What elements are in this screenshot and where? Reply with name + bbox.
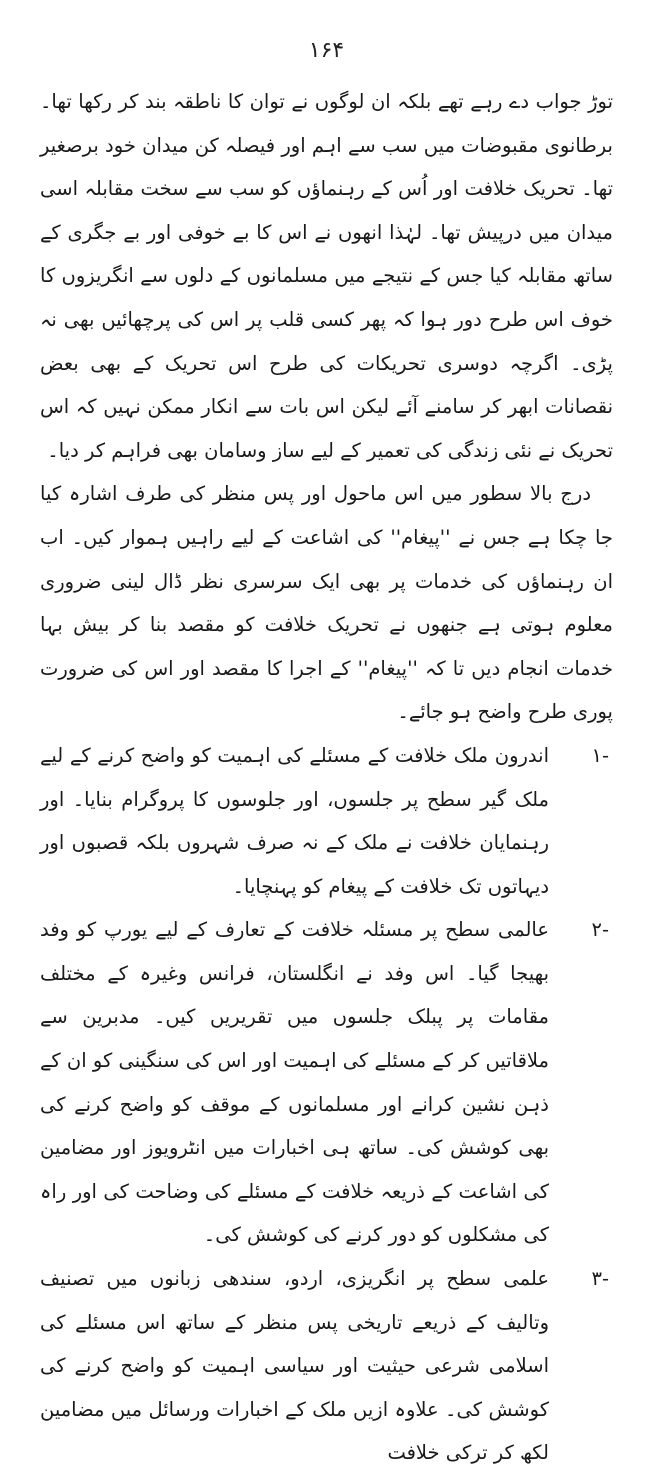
list-item (40, 1257, 613, 1475)
numbered-list (40, 734, 613, 1475)
list-item (40, 734, 613, 908)
list-item-text: علمی سطح پر انگریزی، اردو، سندھی زبانوں میں تصنیف وتالیف کے ذریعے تاریخی پس منظر کے ساتھ اس مسئلے کی اسلامی شرعی حیثیت اور سیاسی اہمیت کو واضح کرنے کی کوشش کی۔ علاوہ ازیں ملک کے اخبارات ورسائل میں مضامین لکھ کر ترکی خلافت (40, 1267, 549, 1465)
paragraph: درج بالا سطور میں اس ماحول اور پس منظر کی طرف اشارہ کیا جا چکا ہے جس نے ''پیغام'' کی اشاعت کے لیے راہیں ہموار کیں۔ اب ان رہنماؤں کی خدمات پر بھی ایک سرسری نظر ڈال لینی ضروری معلوم ہوتی ہے جنھوں نے تحریک خلافت کو مقصد بنا کر بیش بہا خدمات انجام دیں تا کہ ''پیغام'' کے اجرا کا مقصد اور اس کی ضرورت پوری طرح واضح ہو جائے۔ (40, 482, 613, 724)
paragraph: توڑ جواب دے رہے تھے بلکہ ان لوگوں نے توان کا ناطقہ بند کر رکھا تھا۔ برطانوی مقبوضات میں سب سے اہم اور فیصلہ کن میدان خود برصغیر تھا۔ تحریک خلافت اور اُس کے رہنماؤں کو سب سے سخت مقابلہ اسی میدان میں درپیش تھا۔ لہٰذا انھوں نے اس کا بے خوفی اور بے جگری کے ساتھ مقابلہ کیا جس کے نتیجے میں مسلمانوں کے دلوں سے انگریزوں کا خوف اس طرح دور ہوا کہ پھر کسی قلب پر اس کی پرچھائیں بھی نہ پڑی۔ اگرچہ دوسری تحریکات کی طرح اس تحریک کے بھی بعض نقصانات ابھر کر سامنے آئے لیکن اس بات سے انکار ممکن نہیں کہ اس تحریک نے نئی زندگی کی تعمیر کے لیے ساز وسامان بھی فراہم کر دیا۔ (40, 90, 613, 462)
page-body (40, 80, 613, 1475)
list-item-number: -۲ (591, 918, 609, 942)
list-item-text: عالمی سطح پر مسئلہ خلافت کے تعارف کے لیے یورپ کو وفد بھیجا گیا۔ اس وفد نے انگلستان، فرانس وغیرہ کے مختلف مقامات پر پبلک جلسوں میں تقریریں کیں۔ مدبرین سے ملاقاتیں کر کے مسئلے کی اہمیت اور اس کی سنگینی کو ان کے ذہن نشین کرانے اور مسلمانوں کے موقف کو واضح کرنے کی بھی کوشش کی۔ ساتھ ہی اخبارات میں انٹرویوز اور مضامین کی اشاعت کے ذریعہ خلافت کے مسئلے کی وضاحت کی اور راہ کی مشکلوں کو دور کرنے کی کوشش کی۔ (40, 918, 549, 1247)
list-item (40, 908, 613, 1257)
list-item-number: -۱ (591, 743, 609, 767)
list-item-text: اندرون ملک خلافت کے مسئلے کی اہمیت کو واضح کرنے کے لیے ملک گیر سطح پر جلسوں، اور جلوسوں کا پروگرام بنایا۔ اور رہنمایان خلافت نے ملک کے نہ صرف شہروں بلکہ قصبوں اور دیہاتوں تک خلافت کے پیغام کو پہنچایا۔ (40, 743, 549, 898)
page-number: ۱۶۴ (308, 38, 345, 63)
list-item-number: -۳ (591, 1267, 609, 1291)
